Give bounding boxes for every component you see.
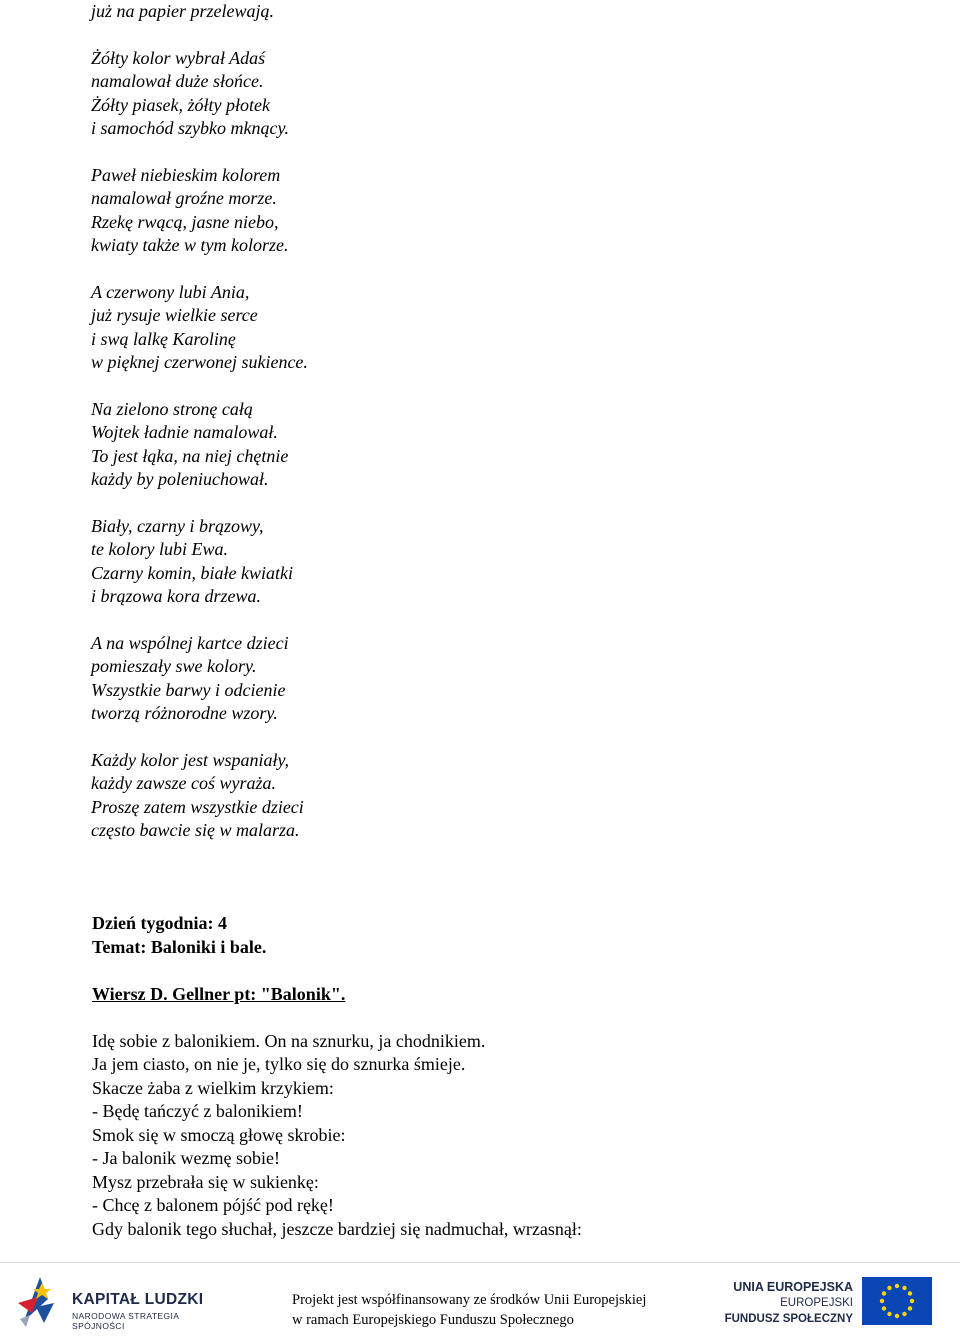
poem-line: i brązowa kora drzewa. [91,586,262,606]
project-funding-note [292,1290,702,1330]
poem-line: często bawcie się w malarza. [91,820,300,840]
stanza [91,281,308,375]
poem-line: już na papier przelewają. [91,1,274,21]
poem-line: każdy zawsze coś wyraża. [91,773,276,793]
poem-line: pomieszały swe kolory. [91,656,257,676]
poem-line: To jest łąka, na niej chętnie [91,445,289,466]
eu-fund-line: FUNDUSZ SPOŁECZNY [724,1313,853,1325]
verse-line: Gdy balonik tego słuchał, jeszcze bardziej się nadmuchał, wrzasnął: [92,1218,582,1239]
verse-line: Ja jem ciasto, on nie je, tylko się do sznurka śmieje. [92,1054,466,1074]
poem-line: już rysuje wielkie serce [91,305,258,325]
verse-line: Idę sobie z balonikiem. On na sznurku, ja chodnikiem. [92,1030,486,1051]
poem-line: Na zielono stronę całą [91,398,253,419]
eu-label [723,1279,853,1327]
poem-line: Żółty kolor wybrał Adaś [91,47,266,68]
eu-title: UNIA EUROPEJSKA [733,1280,853,1294]
stanza [91,749,308,843]
balonik-verse [92,1030,582,1242]
poem-line: i swą lalkę Karolinę [91,328,236,349]
poem-line: Wojtek ładnie namalował. [91,422,278,442]
poem-line: tworzą różnorodne wzory. [91,703,278,723]
poem-line: Czarny komin, białe kwiatki [91,562,293,583]
kapital-ludzki-subtitle: NARODOWA STRATEGIA SPÓJNOŚCI [72,1311,179,1331]
poem-line: namalował groźne morze. [91,188,277,208]
verse-line: - Chcę z balonem pójść pod rękę! [92,1195,334,1215]
topic-heading: Temat: Baloniki i bale. [92,936,267,957]
poem-line: Każdy kolor jest wspaniały, [91,749,289,770]
poem-line: namalował duże słońce. [91,71,264,91]
project-line: Projekt jest współfinansowany ze środków Unii Europejskiej [292,1292,647,1308]
lesson-section [92,912,582,1241]
verse-line: Skacze żaba z wielkim krzykiem: [92,1077,334,1098]
poem-line: Paweł niebieskim kolorem [91,164,281,185]
kapital-ludzki-emblem-icon [14,1269,60,1329]
stanza [91,632,308,726]
poem-line: A czerwony lubi Ania, [91,281,250,302]
verse-line: - Ja balonik wezmę sobie! [92,1148,280,1168]
poem-line: w pięknej czerwonej sukience. [91,352,308,372]
day-heading: Dzień tygodnia: 4 [92,913,227,933]
poem-line: Wszystkie barwy i odcienie [91,679,286,700]
poem-line: Rzekę rwącą, jasne niebo, [91,211,279,232]
verse-line: - Będę tańczyć z balonikiem! [92,1101,303,1121]
page-footer [0,1262,960,1336]
stanza [91,164,308,258]
poem-line: kwiaty także w tym kolorze. [91,235,289,255]
eu-fund-line: EUROPEJSKI [780,1297,853,1309]
poem-line: A na wspólnej kartce dzieci [91,632,289,653]
verse-line: Mysz przebrała się w sukienkę: [92,1171,319,1192]
project-line: w ramach Europejskiego Funduszu Społecznego [292,1312,574,1328]
poem-line: te kolory lubi Ewa. [91,539,228,559]
poem-line: Żółty piasek, żółty płotek [91,94,270,115]
poem-line: każdy by poleniuchował. [91,469,269,489]
poem-title: Wiersz D. Gellner pt: "Balonik". [92,984,346,1004]
stanza [91,0,308,24]
poem [91,0,308,866]
verse-line: Smok się w smoczą głowę skrobie: [92,1124,346,1145]
stanza [91,47,308,141]
poem-line: Biały, czarny i brązowy, [91,515,264,536]
stanza [91,398,308,492]
stanza [91,515,308,609]
kapital-ludzki-title: KAPITAŁ LUDZKI [72,1291,204,1308]
kapital-ludzki-logo [14,1269,234,1329]
poem-line: i samochód szybko mknący. [91,118,289,138]
poem-line: Proszę zatem wszystkie dzieci [91,796,304,817]
eu-flag-icon [862,1277,932,1325]
